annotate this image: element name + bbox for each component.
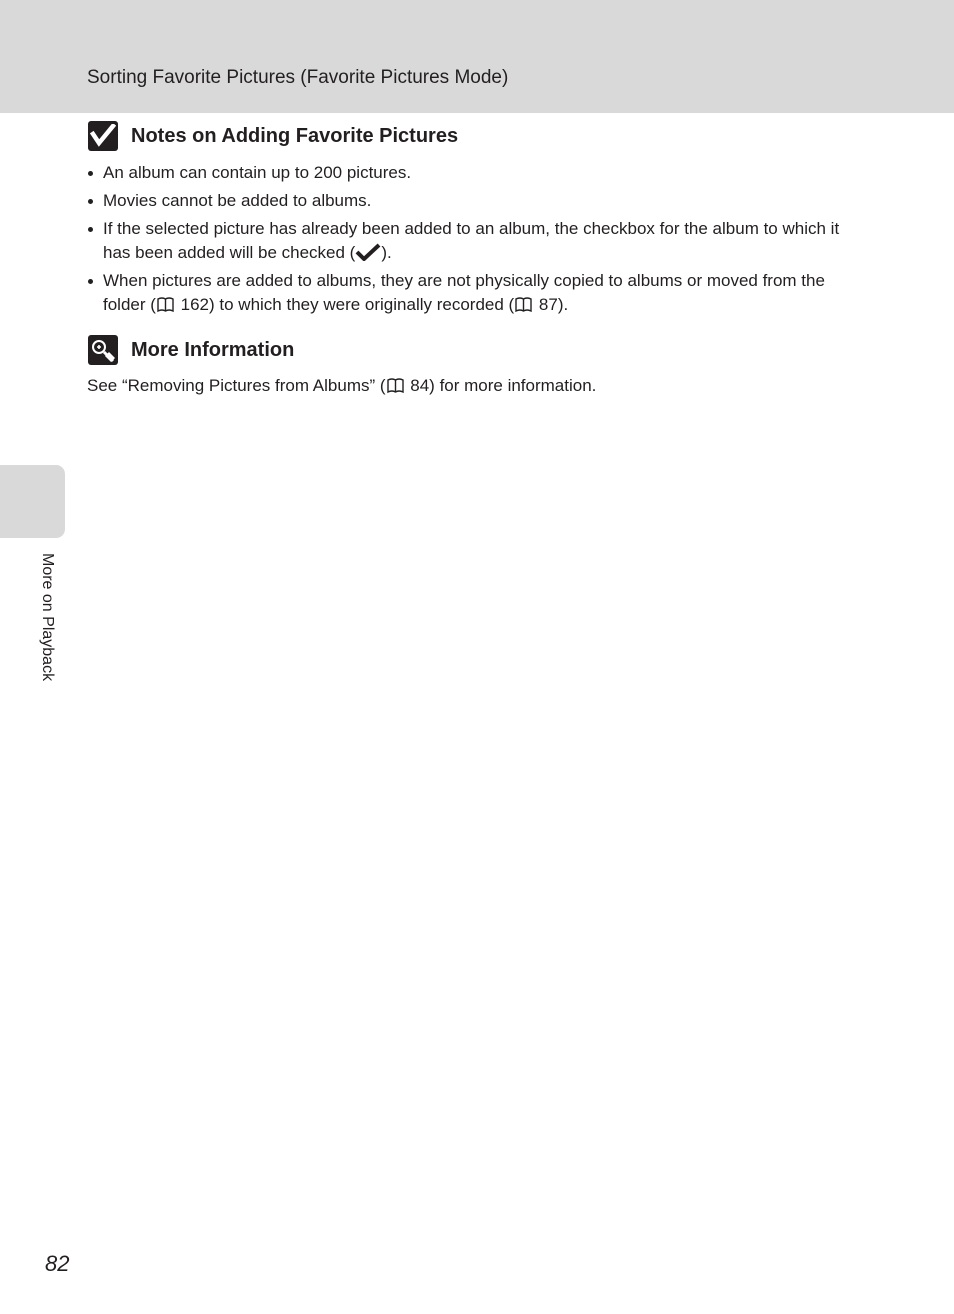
header-band [0, 0, 954, 113]
more-info-heading [88, 335, 294, 365]
book-reference-icon [515, 296, 532, 312]
list-item: An album can contain up to 200 pictures. [87, 161, 867, 185]
checkmark-note-icon [88, 121, 118, 151]
chapter-label: More on Playback [39, 553, 56, 682]
checked-checkmark-icon [355, 243, 381, 261]
book-reference-icon [157, 296, 174, 312]
chapter-tab [0, 465, 65, 538]
book-reference-icon [387, 377, 404, 393]
notes-list [87, 161, 867, 321]
notes-title: Notes on Adding Favorite Pictures [131, 124, 459, 147]
list-item: When pictures are added to albums, they are not physically copied to albums or moved from the folder ( 162) to which they were originally recorded ( 87). [87, 269, 867, 317]
more-info-title: More Information [131, 338, 295, 361]
list-item: If the selected picture has already been added to an album, the checkbox for the album to which it has been added will be checked ( ). [87, 217, 867, 265]
list-item: Movies cannot be added to albums. [87, 189, 867, 213]
notes-heading [88, 121, 458, 151]
more-info-text: See “Removing Pictures from Albums” ( 84) for more information. [87, 376, 597, 395]
page-header-title: Sorting Favorite Pictures (Favorite Pictures Mode) [87, 67, 509, 88]
page-number: 82 [45, 1251, 70, 1276]
reference-info-icon [88, 335, 118, 365]
